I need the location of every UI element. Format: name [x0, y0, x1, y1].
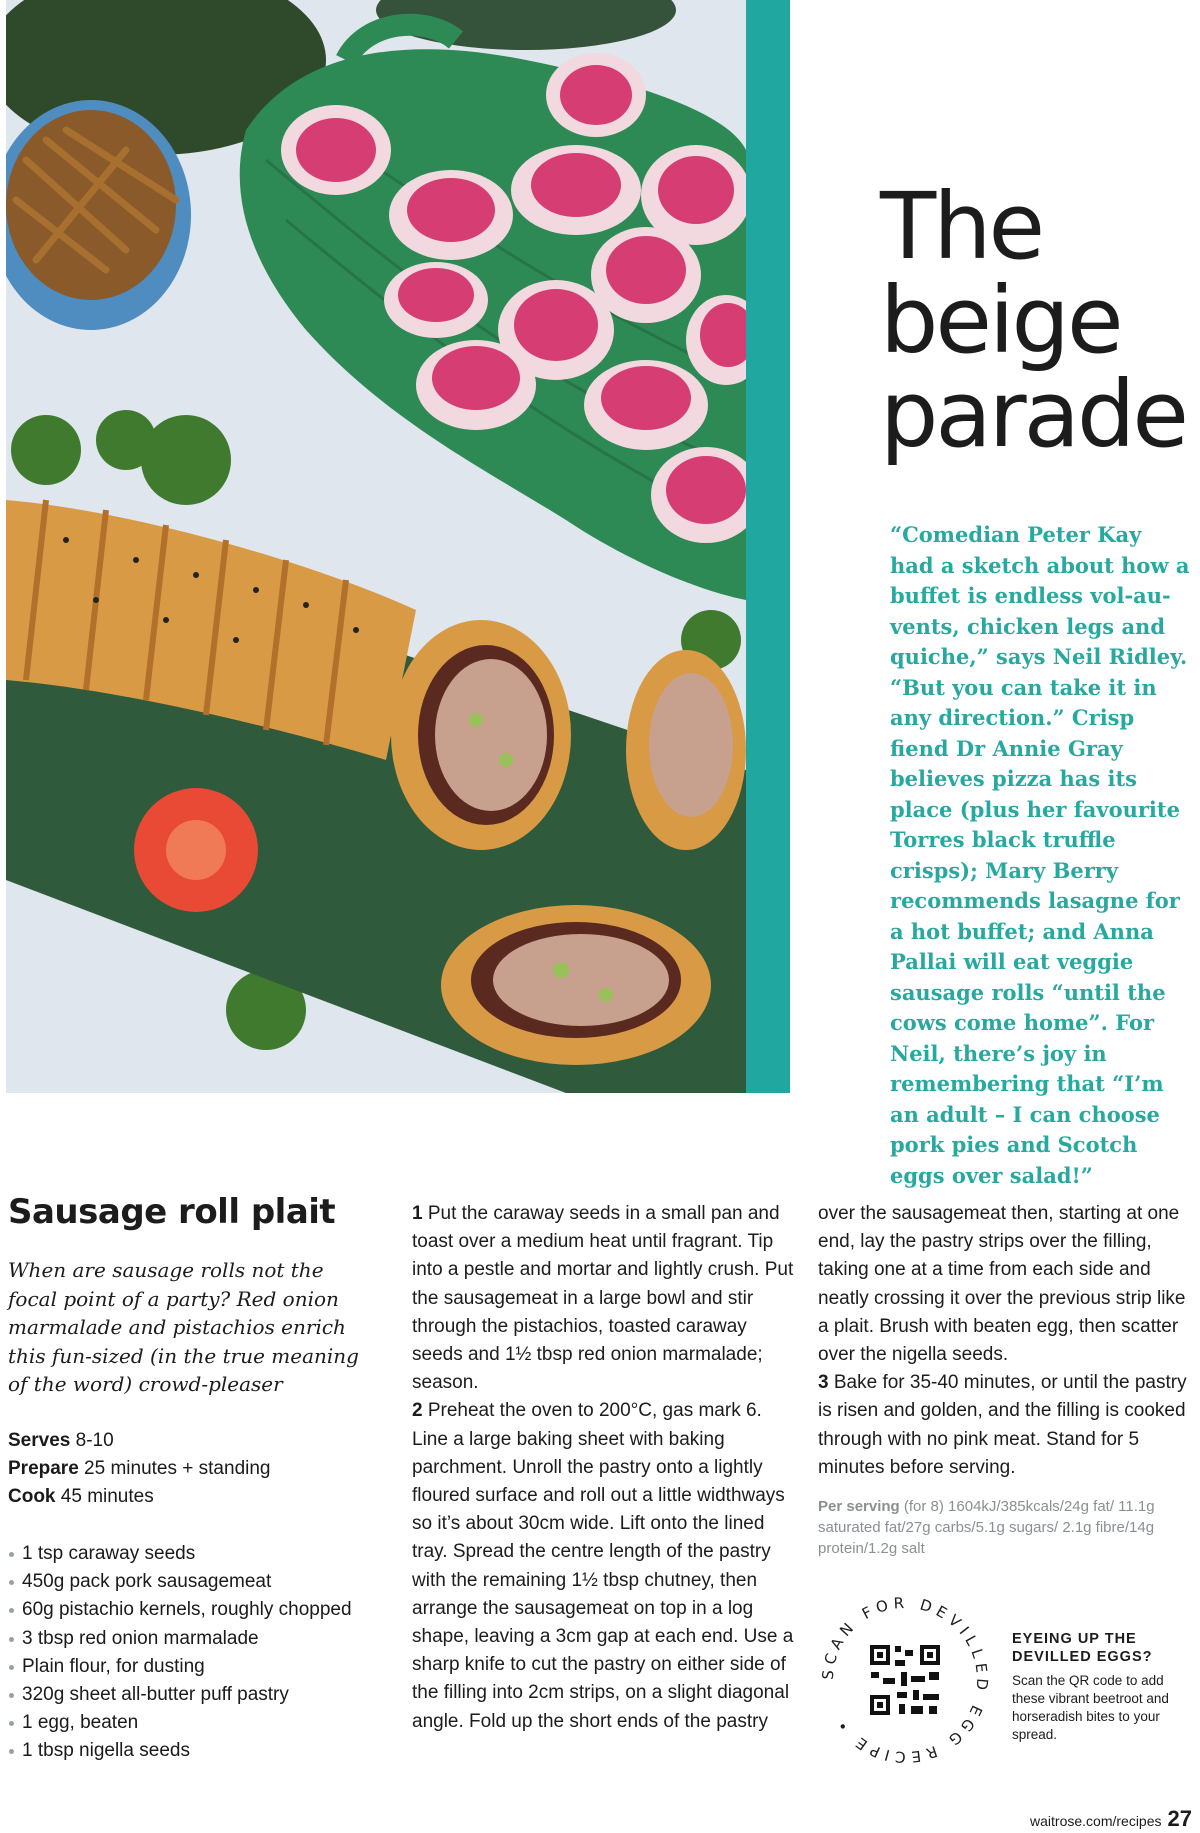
headline-line-3: parade [880, 361, 1186, 468]
qr-badge[interactable] [815, 1590, 995, 1770]
serves-line [8, 1427, 368, 1455]
qr-callout [1012, 1630, 1192, 1744]
serves-label: Serves [8, 1430, 71, 1451]
headline-line-1: The [880, 173, 1043, 280]
page-footer [1030, 1806, 1192, 1832]
food-illustration [6, 0, 746, 1093]
method-column-1 [412, 1200, 797, 1736]
prepare-value: 25 minutes + standing [78, 1458, 271, 1479]
ingredient-item: 320g sheet all-butter puff pastry [8, 1681, 388, 1709]
method-step-2 [412, 1397, 797, 1735]
footer-url[interactable]: waitrose.com/recipes [1030, 1813, 1162, 1829]
food-photo [6, 0, 746, 1093]
qr-body: Scan the QR code to add these vibrant beetroot and horseradish bites to your spread. [1012, 1673, 1169, 1742]
method-step-2-continued: over the sausagemeat then, starting at one end, lay the pastry strips over the filling, taking one at a time from each side and neatly crossing it over the previous strip like a plait. Brush with beaten egg, then scatter over the nigella seeds. [818, 1203, 1186, 1366]
qr-heading: EYEING UP THE DEVILLED EGGS? [1012, 1631, 1153, 1665]
prepare-label: Prepare [8, 1458, 79, 1479]
step-number: 3 [818, 1372, 829, 1394]
ingredient-item: 3 tbsp red onion marmalade [8, 1625, 388, 1653]
qr-ring-text: SCAN FOR DEVILLED EGG RECIPE • [818, 1593, 992, 1767]
ingredient-item: Plain flour, for dusting [8, 1653, 388, 1681]
ingredient-item: 1 egg, beaten [8, 1709, 388, 1737]
method-step-3 [818, 1369, 1193, 1482]
recipe-meta [8, 1427, 368, 1511]
step-number: 2 [412, 1400, 423, 1422]
method-column-2 [818, 1200, 1193, 1482]
qr-ring [815, 1590, 995, 1770]
serves-value: 8-10 [70, 1430, 114, 1451]
recipe-intro: When are sausage rolls not the focal point of a party? Red onion marmalade and pistachios enrich this fun-sized (in the true meaning of the word) crowd-pleaser [8, 1258, 359, 1396]
ingredients-list [8, 1540, 388, 1766]
pull-quote: “Comedian Peter Kay had a sketch about how a buffet is endless vol-au-vents, chicken legs and quiche,” says Neil Ridley. “But you can take it in any direction.” Crisp fiend Dr Annie Gray believes pizza has its place (plus her favourite Torres black truffle crisps); Mary Berry recommends lasagne for a hot buffet; and Anna Pallai will eat veggie sausage rolls “until the cows come home”. For Neil, there’s joy in remembering that “I’m an adult – I can choose pork pies and Scotch eggs over salad!” [890, 522, 1190, 1188]
ingredient-item: 1 tsp caraway seeds [8, 1540, 388, 1568]
ingredient-item: 1 tbsp nigella seeds [8, 1737, 388, 1765]
step-text: Preheat the oven to 200°C, gas mark 6. Line a large baking sheet with baking parchment. Unroll the pastry onto a lightly floured surface and roll out a little widthways so it’s about 30cm wide. Lift onto the lined tray. Spread the centre length of the pastry with the remaining 1½ tbsp chutney, then arrange the sausagemeat on top in a log shape, leaving a 3cm gap at each end. Use a sharp knife to cut the pastry on either side of the filling into 2cm strips, on a slight diagonal angle. Fold up the short ends of the pastry [412, 1400, 794, 1732]
nutrition-info [818, 1496, 1188, 1559]
ingredient-item: 60g pistachio kernels, roughly chopped [8, 1596, 388, 1624]
ingredient-item: 450g pack pork sausagemeat [8, 1568, 388, 1596]
headline-line-2: beige [880, 267, 1121, 374]
cook-value: 45 minutes [55, 1486, 154, 1507]
cook-label: Cook [8, 1486, 56, 1507]
teal-accent-bar [746, 0, 790, 1093]
method-step-1 [412, 1200, 797, 1397]
nutrition-text: (for 8) 1604kJ/385kcals/24g fat/ 11.1g saturated fat/27g carbs/5.1g sugars/ 2.1g fibre/14g protein/1.2g salt [818, 1498, 1155, 1557]
nutrition-label: Per serving [818, 1498, 900, 1515]
recipe-title: Sausage roll plait [8, 1192, 336, 1232]
qr-code-icon [867, 1642, 943, 1718]
prepare-line [8, 1455, 368, 1483]
step-text: Put the caraway seeds in a small pan and toast over a medium heat until fragrant. Tip into a pestle and mortar and lightly crush. Put the sausagemeat in a large bowl and stir through the pistachios, toasted caraway seeds and 1½ tbsp red onion marmalade; season. [412, 1203, 794, 1394]
cook-line [8, 1483, 368, 1511]
page-number: 27 [1167, 1806, 1192, 1831]
step-text: Bake for 35-40 minutes, or until the pastry is risen and golden, and the filling is cooked through with no pink meat. Stand for 5 minutes before serving. [818, 1372, 1187, 1478]
step-number: 1 [412, 1203, 423, 1224]
headline [880, 173, 1190, 468]
